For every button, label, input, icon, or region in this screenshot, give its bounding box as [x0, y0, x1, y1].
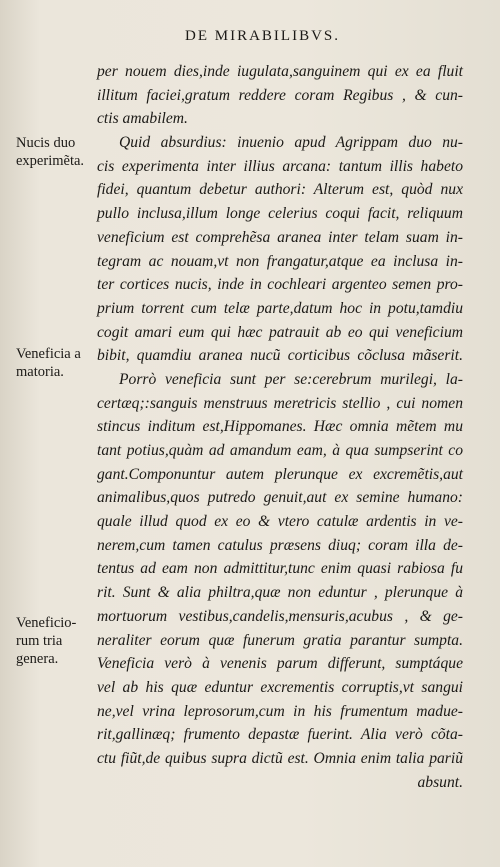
text-line: ctis amabilem. [97, 110, 188, 128]
text-line: Quid absurdius: inuenio apud Agrippam duo nu- [119, 134, 463, 152]
text-line: tant potius,quàm ad amandum eam, à qua sumpserint co [97, 442, 463, 459]
text-line: Veneficia verò à venenis parum differunt, sumptáque [97, 655, 463, 673]
margin-note-veneficiorum: Veneficio-rum tria genera. [16, 615, 77, 667]
text-line: ctu fiũt,de quibus supra dictũ est. Omnia enim talia pariũ [97, 749, 463, 767]
text-line: illitum faciei,gratum reddere coram Regibus , & cun- [97, 86, 463, 104]
text-line: tegram ac nouam,vt non frangatur,atque ea inclusa in- [97, 252, 463, 270]
text-line: rit. Sunt & alia philtra,quæ non eduntur , plerunque à [97, 584, 463, 602]
text-line: stincus inditum est,Hippomanes. Hæc omnia mẽtem mu [97, 418, 463, 436]
text-line: gant.Componuntur autem plerunque ex excremẽtis,aut [97, 465, 463, 483]
text-line: mortuorum vestibus,candelis,mensuris,acubus , & ge- [97, 607, 463, 625]
text-line: nerem,cum tamen catulus præsens diuq; coram illa de- [97, 536, 463, 554]
text-line: rit,gallinæq; frumento depastæ fuerint. Alia verò cõta- [97, 726, 463, 744]
text-line: per nouem dies,inde iugulata,sanguinem qui ex ea fluit [97, 63, 463, 80]
text-line: vel ab his quæ eduntur excrementis corruptis,vt sangui [97, 678, 463, 696]
margin-note-veneficia-amatoria: Veneficia a matoria. [16, 346, 81, 380]
text-line: cis experimenta inter illius arcana: tantum illis habeto [97, 157, 463, 175]
text-line: cogit amari eum qui hæc patrauit ab eo qui veneficium [97, 323, 463, 341]
text-line: absunt. [417, 773, 463, 791]
text-line: prium torrent cum telæ parte,datum hoc in potu,tamdiu [97, 299, 463, 317]
text-line: certæq;:sanguis menstruus meretricis stellio , cui nomen [97, 394, 463, 412]
text-line: neraliter eorum quæ funerum gratia parantur sumpta. [97, 631, 463, 649]
running-header: DE MIRABILIBVS. [185, 28, 341, 44]
margin-note-nucis: Nucis duo experimẽta. [16, 135, 85, 169]
text-line: animalibus,quos putredo genuit,aut ex semine humano: [97, 489, 463, 507]
text-line: quale illud quod ex eo & vtero catulæ ardentis in ve- [97, 513, 463, 531]
text-line: fidei, quantum debetur authori: Alterum est, quòd nux [97, 181, 463, 199]
text-line: Porrò veneficia sunt per se:cerebrum murilegi, la- [119, 370, 463, 388]
text-line: tentus ad eam non admittitur,tunc enim quasi rabiosa fu [97, 560, 463, 578]
text-line: pullo inclusa,illum longe celerius coqui facit, reliquum [97, 205, 463, 223]
body-text [97, 60, 463, 794]
text-line: ne,vel vrina leprosorum,cum in his frumentum madue- [97, 702, 463, 720]
text-line: veneficium est comprehẽsa aranea inter telam suam in- [97, 228, 463, 246]
text-line: bibit, quamdiu aranea nucũ corticibus cõclusa mãserit. [97, 347, 463, 365]
text-line: ter cortices nucis, inde in cochleari argenteo semen pro- [97, 276, 463, 294]
